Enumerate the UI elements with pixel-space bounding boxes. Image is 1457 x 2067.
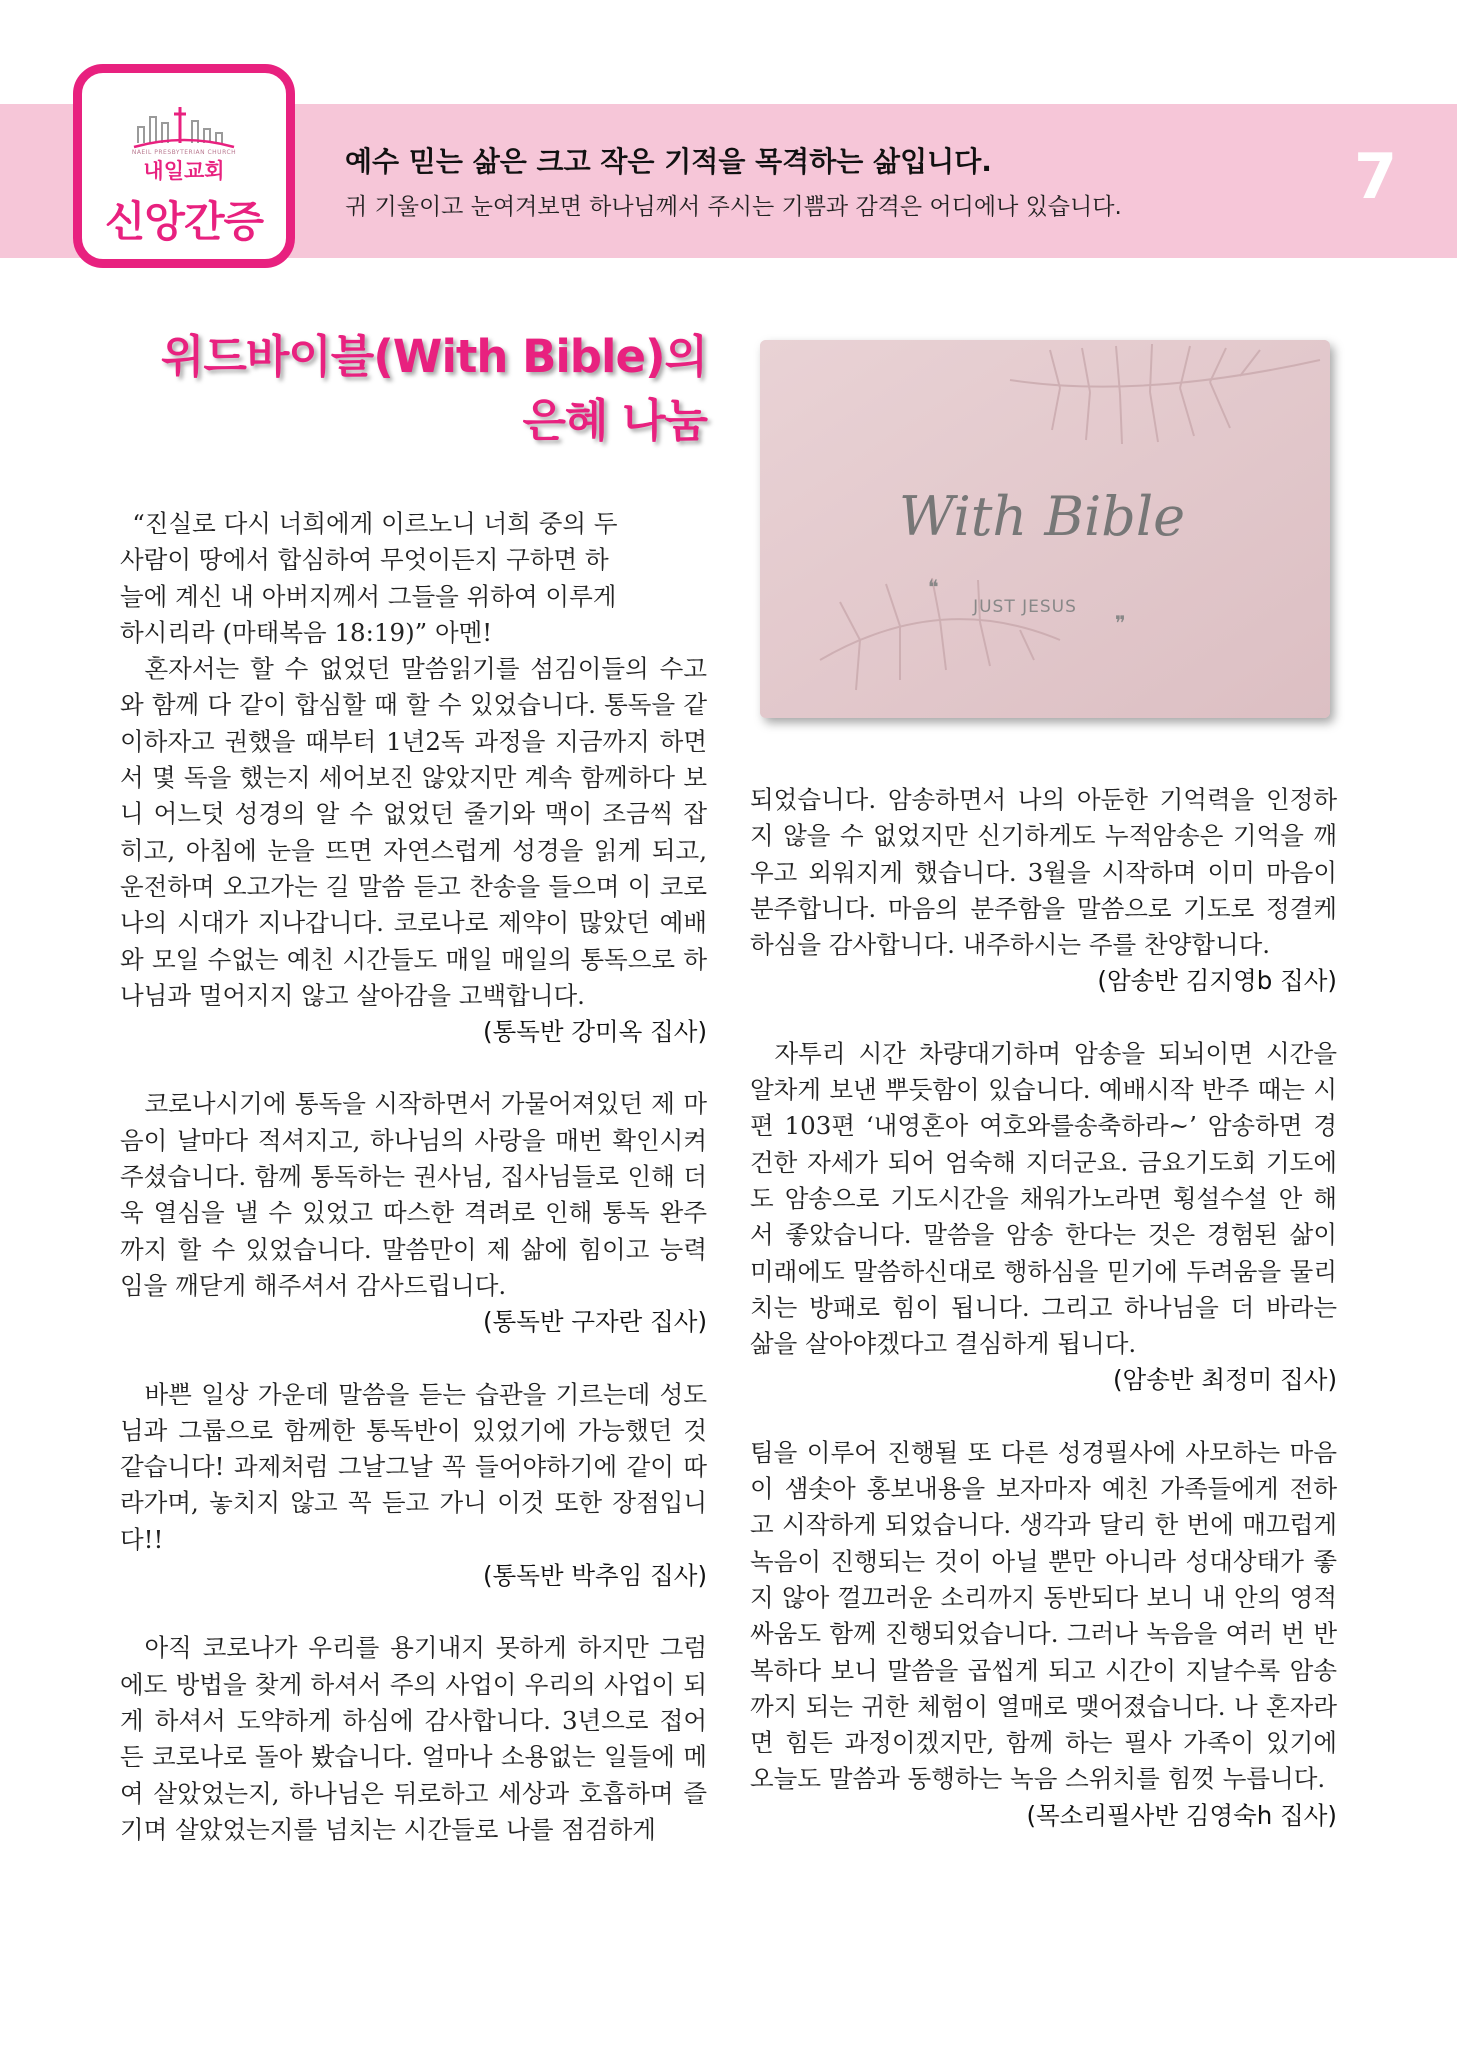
logo-subtitle: NAEIL PRESBYTERIAN CHURCH xyxy=(131,149,237,156)
article-title-line2: 은혜 나눔 xyxy=(522,394,707,447)
header-headline: 예수 믿는 삶은 크고 작은 기적을 목격하는 삶입니다. xyxy=(345,145,992,178)
header-subline: 귀 기울이고 눈여겨보면 하나님께서 주시는 기쁨과 감격은 어디에나 있습니다. xyxy=(345,194,1122,220)
with-bible-image xyxy=(760,340,1330,718)
church-name: 내일교회 xyxy=(143,159,225,183)
left-column xyxy=(120,506,707,1848)
page-number: 7 xyxy=(1354,140,1398,213)
testimony-paragraph: 바쁜 일상 가운데 말씀을 듣는 습관을 기르는데 성도님과 그룹으로 함께한 통독반이 있었기에 가능했던 것 같습니다! 과제처럼 그날그날 꼭 들어야하기에 같이 따라가며, 놓치지 않고 꼭 듣고 가니 이것 또한 장점입니다!! xyxy=(120,1379,707,1554)
close-quote: ❞ xyxy=(1115,611,1126,635)
article-title-line1: 위드바이블(With Bible)의 xyxy=(160,330,707,383)
testimony-paragraph: 되었습니다. 암송하면서 나의 아둔한 기억력을 인정하지 않을 수 없었지만 신기하게도 누적암송은 기억을 깨우고 외워지게 했습니다. 3월을 시작하며 이미 마음이 분주합니다. 마음의 분주함을 말씀으로 기도로 정결케 하심을 감사합니다. 내주하시는 주를 찬양합니다. xyxy=(750,785,1337,960)
bible-verse-line1: “진실로 다시 너희에게 이르노니 너희 중의 두 xyxy=(132,509,618,538)
section-logo xyxy=(73,64,295,268)
bible-verse-line4: 하시리라 (마태복음 18:19)” 아멘! xyxy=(120,617,493,647)
section-title: 신앙간증 xyxy=(104,197,264,246)
church-skyline-icon xyxy=(132,103,236,151)
testimony-signature: (통독반 구자란 집사) xyxy=(482,1307,707,1337)
testimony-signature: (암송반 최정미 집사) xyxy=(1112,1365,1337,1395)
testimony-signature: (목소리필사반 김영숙h 집사) xyxy=(1026,1800,1337,1830)
testimony-paragraph: 팀을 이루어 진행될 또 다른 성경필사에 사모하는 마음이 샘솟아 홍보내용을 보자마자 예친 가족들에게 전하고 시작하게 되었습니다. 생각과 달리 한 번에 매끄럽게 녹음이 진행되는 것이 아닐 뿐만 아니라 성대상태가 좋지 않아 껄끄러운 소리까지 동반되다 보니 내 안의 영적싸움도 함께 진행되었습니다. 그러나 녹음을 여러 번 반복하다 보니 말씀을 곱씹게 되고 시간이 지날수록 암송까지 되는 귀한 체험이 열매로 맺어졌습니다. 나 혼자라면 힘든 과정이겠지만, 함께 하는 필사 가족이 있기에 오늘도 말씀과 동행하는 녹음 스위치를 힘껏 누릅니다. xyxy=(750,1437,1337,1794)
testimony-signature: (통독반 강미옥 집사) xyxy=(482,1017,707,1047)
testimony-paragraph: 코로나시기에 통독을 시작하면서 가물어져있던 제 마음이 날마다 적셔지고, 하나님의 사랑을 매번 확인시켜 주셨습니다. 함께 통독하는 권사님, 집사님들로 인해 더욱 열심을 낼 수 있었고 따스한 격려로 인해 통독 완주까지 할 수 있었습니다. 말씀만이 제 삶에 힘이고 능력임을 깨닫게 해주셔서 감사드립니다. xyxy=(120,1089,707,1300)
testimony-signature: (통독반 박추임 집사) xyxy=(482,1561,707,1591)
open-quote: ❝ xyxy=(928,575,939,599)
testimony-paragraph: 자투리 시간 차량대기하며 암송을 되뇌이면 시간을 알차게 보낸 뿌듯함이 있습니다. 예배시작 반주 때는 시편 103편 ‘내영혼아 여호와를송축하라~’ 암송하면 경건한 자세가 되어 엄숙해 지더군요. 금요기도회 기도에도 암송으로 기도시간을 채워가노라면 횡설수설 안 해서 좋았습니다. 말씀을 암송 한다는 것은 경험된 삶이 미래에도 말씀하신대로 행하심을 믿기에 두려움을 물리치는 방패로 힘이 됩니다. 그리고 하나님을 더 바라는 삶을 살아야겠다고 결심하게 됩니다. xyxy=(750,1038,1337,1359)
bible-verse-line3: 늘에 계신 내 아버지께서 그들을 위하여 이루게 xyxy=(120,581,617,611)
testimony-paragraph: 혼자서는 할 수 없었던 말씀읽기를 섬김이들의 수고와 함께 다 같이 합심할 때 할 수 있었습니다. 통독을 같이하자고 권했을 때부터 1년2독 과정을 지금까지 하면서 몇 독을 했는지 세어보진 않았지만 계속 함께하다 보니 어느덧 성경의 알 수 없었던 줄기와 맥이 조금씩 잡히고, 아침에 눈을 뜨면 자연스럽게 성경을 읽게 되고, 운전하며 오고가는 길 말씀 듣고 찬송을 들으며 이 코로나의 시대가 지나갑니다. 코로나로 제약이 많았던 예배와 모일 수없는 예친 시간들도 매일 매일의 통독으로 하나님과 멀어지지 않고 살아감을 고백합니다. xyxy=(120,654,707,1010)
photo-subtitle: JUST JESUS xyxy=(973,597,1077,617)
right-column xyxy=(750,782,1337,1834)
article-title xyxy=(110,325,707,453)
testimony-paragraph: 아직 코로나가 우리를 용기내지 못하게 하지만 그럼에도 방법을 찾게 하셔서 주의 사업이 우리의 사업이 되게 하셔서 도약하게 하심에 감사합니다. 3년으로 접어든 코로나로 돌아 봤습니다. 얼마나 소용없는 일들에 메여 살았었는지, 하나님은 뒤로하고 세상과 호흡하며 즐기며 살았었는지를 넘치는 시간들로 나를 점검하게 xyxy=(120,1633,707,1844)
script-title: With Bible xyxy=(898,485,1186,548)
bible-verse-line2: 사람이 땅에서 합심하여 무엇이든지 구하면 하 xyxy=(120,545,609,575)
testimony-signature: (암송반 김지영b 집사) xyxy=(1097,966,1337,996)
